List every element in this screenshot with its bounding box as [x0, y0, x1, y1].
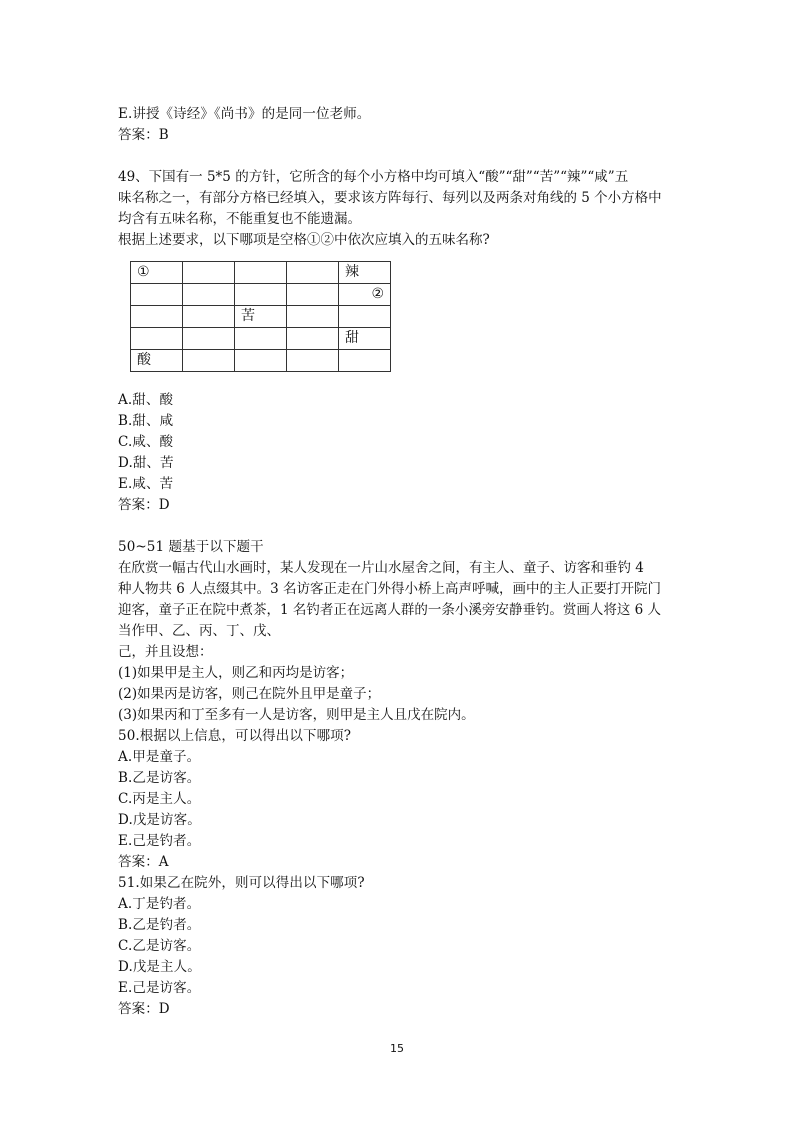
spacer — [118, 146, 678, 167]
grid-cell — [287, 328, 339, 350]
grid-cell — [339, 306, 391, 328]
grid-row — [131, 284, 391, 306]
grid-cell — [183, 306, 235, 328]
grid-cell — [287, 262, 339, 284]
q50-answer: 答案：A — [118, 854, 169, 870]
intro-line: 在欣赏一幅古代山水画时，某人发现在一片山水屋舍之间，有主人、童子、访客和垂钓 4 — [118, 560, 644, 576]
q51-option: B.乙是钓者。 — [118, 917, 201, 933]
grid-cell: 苦 — [235, 306, 287, 328]
condition-line: (3)如果丙和丁至多有一人是访客，则甲是主人且戊在院内。 — [118, 707, 475, 723]
q50-option: C.丙是主人。 — [118, 791, 201, 807]
q51-answer: 答案：D — [118, 1001, 170, 1017]
q51-option: E.己是访客。 — [118, 980, 201, 996]
grid-cell: 甜 — [339, 328, 391, 350]
grid-cell — [287, 350, 339, 372]
grid-cell: ① — [131, 262, 183, 284]
q50-option: D.戊是访客。 — [118, 812, 201, 828]
condition-line: (1)如果甲是主人，则乙和丙均是访客； — [118, 665, 354, 681]
flavor-grid — [130, 261, 391, 372]
q50-option: E.己是钓者。 — [118, 833, 201, 849]
q49-stem — [118, 167, 678, 251]
grid-row — [131, 306, 391, 328]
grid-cell — [183, 262, 235, 284]
q51-option: A.丁是钓者。 — [118, 896, 201, 912]
intro-line: 当作甲、乙、丙、丁、戊、 — [118, 623, 280, 639]
page-number: 15 — [390, 1042, 404, 1055]
q49-stem-line: 均含有五味名称，不能重复也不能遗漏。 — [118, 211, 361, 227]
q49-option: A.甜、酸 — [118, 392, 174, 408]
intro-line: 种人物共 6 人点缀其中。3 名访客正走在门外得小桥上高声呼喊，画中的主人正要打开院门 — [118, 581, 662, 597]
grid-cell — [131, 284, 183, 306]
grid-cell: 辣 — [339, 262, 391, 284]
grid-cell — [339, 350, 391, 372]
grid-cell: ② — [339, 284, 391, 306]
intro-line: 迎客，童子正在院中煮茶，1 名钓者正在远离人群的一条小溪旁安静垂钓。赏画人将这 6 人 — [118, 602, 662, 618]
q49-stem-line: 味名称之一，有部分方格已经填入，要求该方阵每行、每列以及两条对角线的 5 个小方格中 — [118, 190, 662, 206]
q51-option: D.戊是主人。 — [118, 959, 201, 975]
q49-option: C.咸、酸 — [118, 434, 174, 450]
q50-option: A.甲是童子。 — [118, 749, 201, 765]
q50-stem: 50.根据以上信息，可以得出以下哪项? — [118, 728, 352, 744]
q50-51-heading: 50~51 题基于以下题干 — [118, 539, 264, 555]
q50-51-intro — [118, 558, 678, 726]
q51-option: C.乙是访客。 — [118, 938, 201, 954]
grid-cell — [235, 328, 287, 350]
spacer — [118, 516, 678, 537]
q49-stem-line: 根据上述要求，以下哪项是空格①②中依次应填入的五味名称? — [118, 232, 490, 248]
intro-line: 己，并且设想： — [118, 644, 213, 660]
grid-cell — [287, 284, 339, 306]
grid-cell — [131, 306, 183, 328]
grid-row — [131, 350, 391, 372]
q49-option: B.甜、咸 — [118, 413, 174, 429]
q51-stem: 51.如果乙在院外，则可以得出以下哪项? — [118, 875, 365, 891]
grid-cell — [235, 350, 287, 372]
q48-option-e: E.讲授《诗经》《尚书》的是同一位老师。 — [118, 106, 371, 122]
grid-cell — [183, 284, 235, 306]
grid-cell — [235, 284, 287, 306]
q49-answer: 答案：D — [118, 497, 170, 513]
grid-cell — [183, 328, 235, 350]
grid-row — [131, 262, 391, 284]
q48-answer: 答案：B — [118, 127, 169, 143]
q49-stem-line: 49、下国有一 5*5 的方针，它所含的每个小方格中均可填入“酸”“甜”“苦”“辣”“咸”五 — [118, 169, 629, 185]
q50-option: B.乙是访客。 — [118, 770, 201, 786]
document-body — [118, 104, 678, 1020]
condition-line: (2)如果丙是访客，则己在院外且甲是童子； — [118, 686, 381, 702]
grid-row — [131, 328, 391, 350]
grid-cell — [287, 306, 339, 328]
grid-cell — [131, 328, 183, 350]
grid-cell: 酸 — [131, 350, 183, 372]
grid-cell — [183, 350, 235, 372]
q49-option: D.甜、苦 — [118, 455, 174, 471]
grid-cell — [235, 262, 287, 284]
q49-option: E.咸、苦 — [118, 476, 174, 492]
